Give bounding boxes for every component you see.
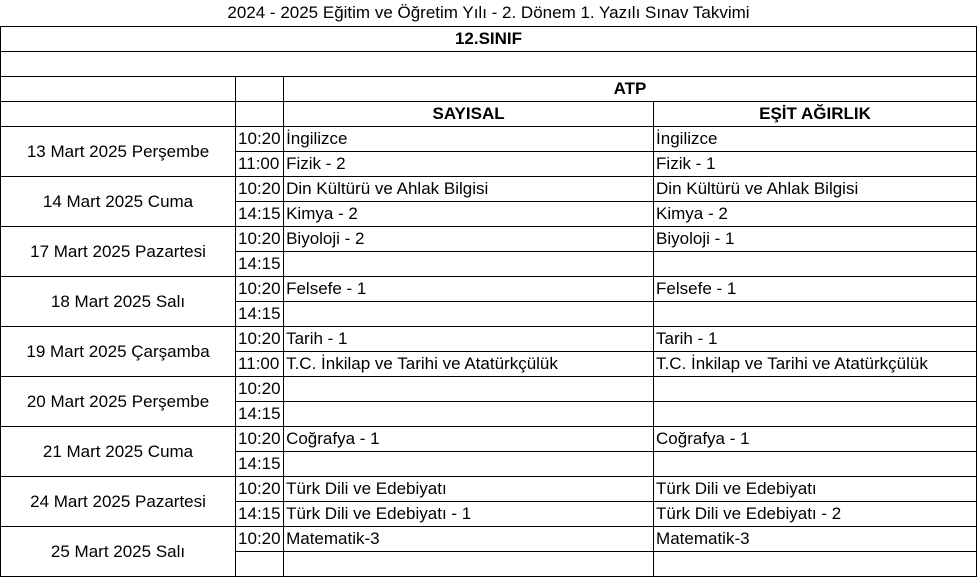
program-row [1,77,977,102]
subject-sayisal: Biyoloji - 2 [284,227,654,252]
subject-esit-agirlik: Felsefe - 1 [654,277,977,302]
subject-esit-agirlik: Fizik - 1 [654,152,977,177]
subject-sayisal [284,402,654,427]
blank-cell [1,52,977,77]
header-esit-agirlik: EŞİT AĞIRLIK [654,102,977,127]
subject-esit-agirlik [654,302,977,327]
table-row [1,527,977,552]
exam-time: 10:20 [236,527,284,552]
exam-time: 14:15 [236,402,284,427]
exam-time: 14:15 [236,502,284,527]
subject-sayisal: Felsefe - 1 [284,277,654,302]
table-row [1,177,977,202]
subject-esit-agirlik: İngilizce [654,127,977,152]
exam-time: 10:20 [236,327,284,352]
table-row [1,377,977,402]
exam-date: 21 Mart 2025 Cuma [1,427,236,477]
empty-cell [236,102,284,127]
exam-date: 13 Mart 2025 Perşembe [1,127,236,177]
subject-sayisal: Matematik-3 [284,527,654,552]
empty-cell [1,77,236,102]
exam-date: 18 Mart 2025 Salı [1,277,236,327]
subject-esit-agirlik: Tarih - 1 [654,327,977,352]
subject-sayisal: Tarih - 1 [284,327,654,352]
subject-sayisal [284,552,654,577]
table-row [1,127,977,152]
exam-time: 10:20 [236,427,284,452]
subject-sayisal: İngilizce [284,127,654,152]
subject-sayisal: T.C. İnkilap ve Tarihi ve Atatürkçülük [284,352,654,377]
subject-esit-agirlik [654,377,977,402]
exam-time: 11:00 [236,152,284,177]
empty-cell [236,77,284,102]
exam-time: 10:20 [236,477,284,502]
blank-row [1,52,977,77]
subject-esit-agirlik: Din Kültürü ve Ahlak Bilgisi [654,177,977,202]
exam-time: 10:20 [236,127,284,152]
empty-cell [1,102,236,127]
table-row [1,277,977,302]
subject-sayisal: Türk Dili ve Edebiyatı [284,477,654,502]
header-sayisal: SAYISAL [284,102,654,127]
subject-sayisal: Kimya - 2 [284,202,654,227]
subject-sayisal [284,252,654,277]
exam-time: 10:20 [236,227,284,252]
exam-date: 24 Mart 2025 Pazartesi [1,477,236,527]
exam-time: 10:20 [236,177,284,202]
exam-time: 14:15 [236,202,284,227]
exam-time: 11:00 [236,352,284,377]
subject-esit-agirlik: Matematik-3 [654,527,977,552]
table-row [1,227,977,252]
grade-row [1,27,977,52]
subject-sayisal [284,302,654,327]
subject-sayisal: Türk Dili ve Edebiyatı - 1 [284,502,654,527]
subject-esit-agirlik: T.C. İnkilap ve Tarihi ve Atatürkçülük [654,352,977,377]
subject-esit-agirlik: Türk Dili ve Edebiyatı - 2 [654,502,977,527]
exam-date: 25 Mart 2025 Salı [1,527,236,577]
subject-sayisal [284,452,654,477]
exam-time: 10:20 [236,377,284,402]
table-row [1,427,977,452]
page-title: 2024 - 2025 Eğitim ve Öğretim Yılı - 2. Dönem 1. Yazılı Sınav Takvimi [227,3,750,22]
exam-time: 10:20 [236,277,284,302]
subject-esit-agirlik: Biyoloji - 1 [654,227,977,252]
subject-sayisal: Din Kültürü ve Ahlak Bilgisi [284,177,654,202]
subject-esit-agirlik [654,452,977,477]
subject-esit-agirlik [654,252,977,277]
subject-esit-agirlik [654,402,977,427]
subject-esit-agirlik: Türk Dili ve Edebiyatı [654,477,977,502]
subject-sayisal [284,377,654,402]
exam-time: 14:15 [236,252,284,277]
exam-date: 20 Mart 2025 Perşembe [1,377,236,427]
subject-sayisal: Coğrafya - 1 [284,427,654,452]
grade-label: 12.SINIF [1,27,977,52]
exam-date: 17 Mart 2025 Pazartesi [1,227,236,277]
exam-time: 14:15 [236,452,284,477]
subject-esit-agirlik: Coğrafya - 1 [654,427,977,452]
exam-date: 14 Mart 2025 Cuma [1,177,236,227]
table-row [1,477,977,502]
title-row [1,0,977,27]
exam-time [236,552,284,577]
subject-esit-agirlik [654,552,977,577]
exam-date: 19 Mart 2025 Çarşamba [1,327,236,377]
subject-esit-agirlik: Kimya - 2 [654,202,977,227]
header-row [1,102,977,127]
program-label: ATP [284,77,977,102]
exam-time: 14:15 [236,302,284,327]
table-row [1,327,977,352]
subject-sayisal: Fizik - 2 [284,152,654,177]
